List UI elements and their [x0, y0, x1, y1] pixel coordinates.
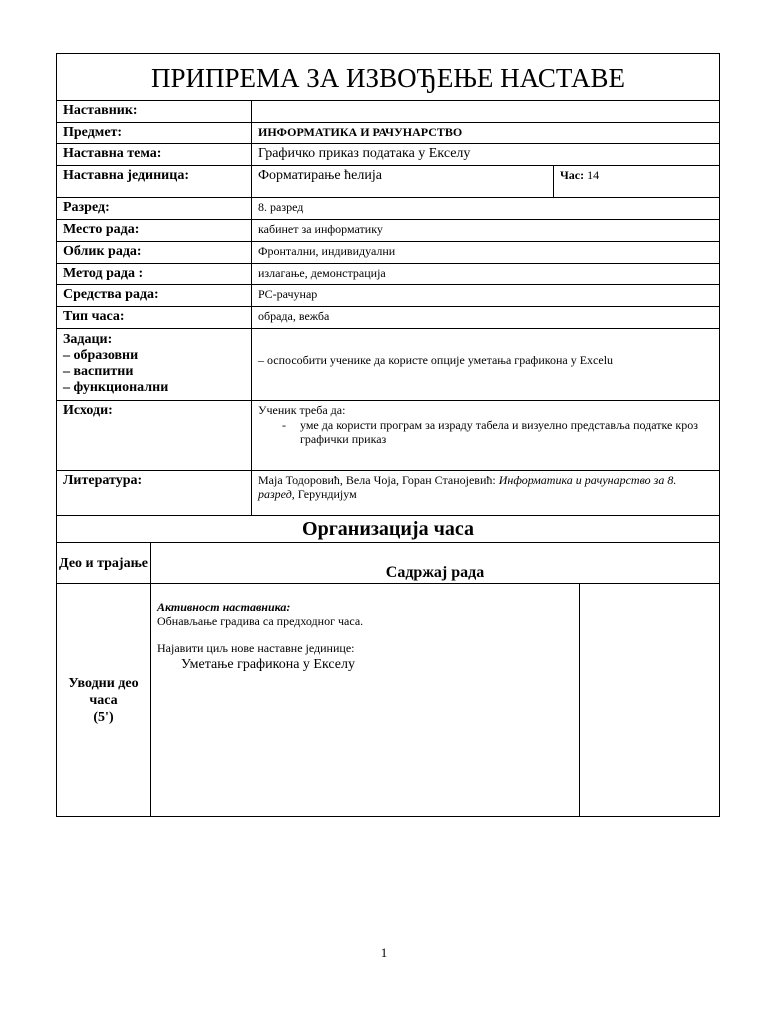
method-label: Метод рада :	[57, 264, 252, 285]
subject-value: ИНФОРМАТИКА И РАЧУНАРСТВО	[252, 123, 720, 144]
literature-publisher: , Герундијум	[291, 487, 357, 501]
tasks-label: Задаци:	[63, 332, 113, 347]
lesson-plan-table	[56, 53, 720, 516]
grade-label: Разред:	[57, 198, 252, 220]
column-header-content: Садржај рада	[151, 543, 720, 584]
literature-label: Литература:	[57, 471, 252, 516]
literature-book-title: Информатика и рачунарство за 8. разред	[258, 473, 677, 501]
bullet-dash: -	[282, 418, 286, 432]
lesson-number	[554, 166, 720, 198]
outcomes-label: Исходи:	[57, 401, 252, 471]
teacher-activity-label: Активност наставника:	[157, 600, 291, 614]
type-value: обрада, вежба	[252, 307, 720, 329]
outcome-list-item	[258, 418, 713, 446]
intro-part-name: Уводни део часа	[68, 675, 139, 708]
lesson-plan-sheet	[56, 53, 719, 817]
column-header-part-duration: Део и трајање	[57, 543, 151, 584]
unit-value: Форматирање ћелија	[252, 166, 554, 198]
lesson-number-value: 14	[584, 168, 600, 182]
form-label: Облик рада:	[57, 242, 252, 264]
literature-value	[252, 471, 720, 516]
intro-lesson-goal: Уметање графикона у Екселу	[181, 657, 356, 672]
grade-value: 8. разред	[252, 198, 720, 220]
organization-title: Организација часа	[57, 516, 720, 543]
resources-label: Средства рада:	[57, 285, 252, 307]
intro-content-cell	[151, 584, 580, 817]
intro-line-announce: Најавити циљ нове наставне јединице:	[157, 641, 355, 655]
tasks-label-cell	[57, 329, 252, 401]
literature-authors: Маја Тодоровић, Вела Чоја, Горан Станојевић:	[258, 473, 499, 487]
type-label: Тип часа:	[57, 307, 252, 329]
subject-label: Предмет:	[57, 123, 252, 144]
place-value: кабинет за информатику	[252, 220, 720, 242]
resources-value: PC-рачунар	[252, 285, 720, 307]
unit-label: Наставна јединица:	[57, 166, 252, 198]
teacher-value	[252, 101, 720, 123]
spacer	[157, 628, 573, 641]
organization-table	[56, 516, 720, 817]
intro-part-duration: (5')	[93, 709, 114, 725]
method-value: излагање, демонстрација	[252, 264, 720, 285]
outcomes-cell	[252, 401, 720, 471]
topic-label: Наставна тема:	[57, 144, 252, 166]
outcomes-intro: Ученик треба да:	[258, 403, 346, 417]
teacher-label: Наставник:	[57, 101, 252, 123]
form-value: Фронтални, индивидуални	[252, 242, 720, 264]
intro-notes-cell	[580, 584, 720, 817]
tasks-value: – оспособити ученике да користе опције уметања графикона у Excelu	[252, 329, 720, 401]
tasks-item-functional: – функционални	[63, 380, 169, 395]
outcome-text: уме да користи програм за израду табела и визуелно представља податке кроз графички приказ	[300, 418, 698, 446]
lesson-number-label: Час:	[560, 168, 585, 182]
tasks-item-educational: – образовни	[63, 348, 139, 363]
intro-part-cell	[57, 584, 151, 817]
intro-line-review: Обнављање градива са предходног часа.	[157, 614, 364, 628]
document-title: ПРИПРЕМА ЗА ИЗВОЂЕЊЕ НАСТАВЕ	[57, 54, 720, 101]
place-label: Место рада:	[57, 220, 252, 242]
topic-value: Графичко приказ података у Екселу	[252, 144, 720, 166]
tasks-item-upbringing: – васпитни	[63, 364, 134, 379]
page-number: 1	[380, 945, 388, 960]
